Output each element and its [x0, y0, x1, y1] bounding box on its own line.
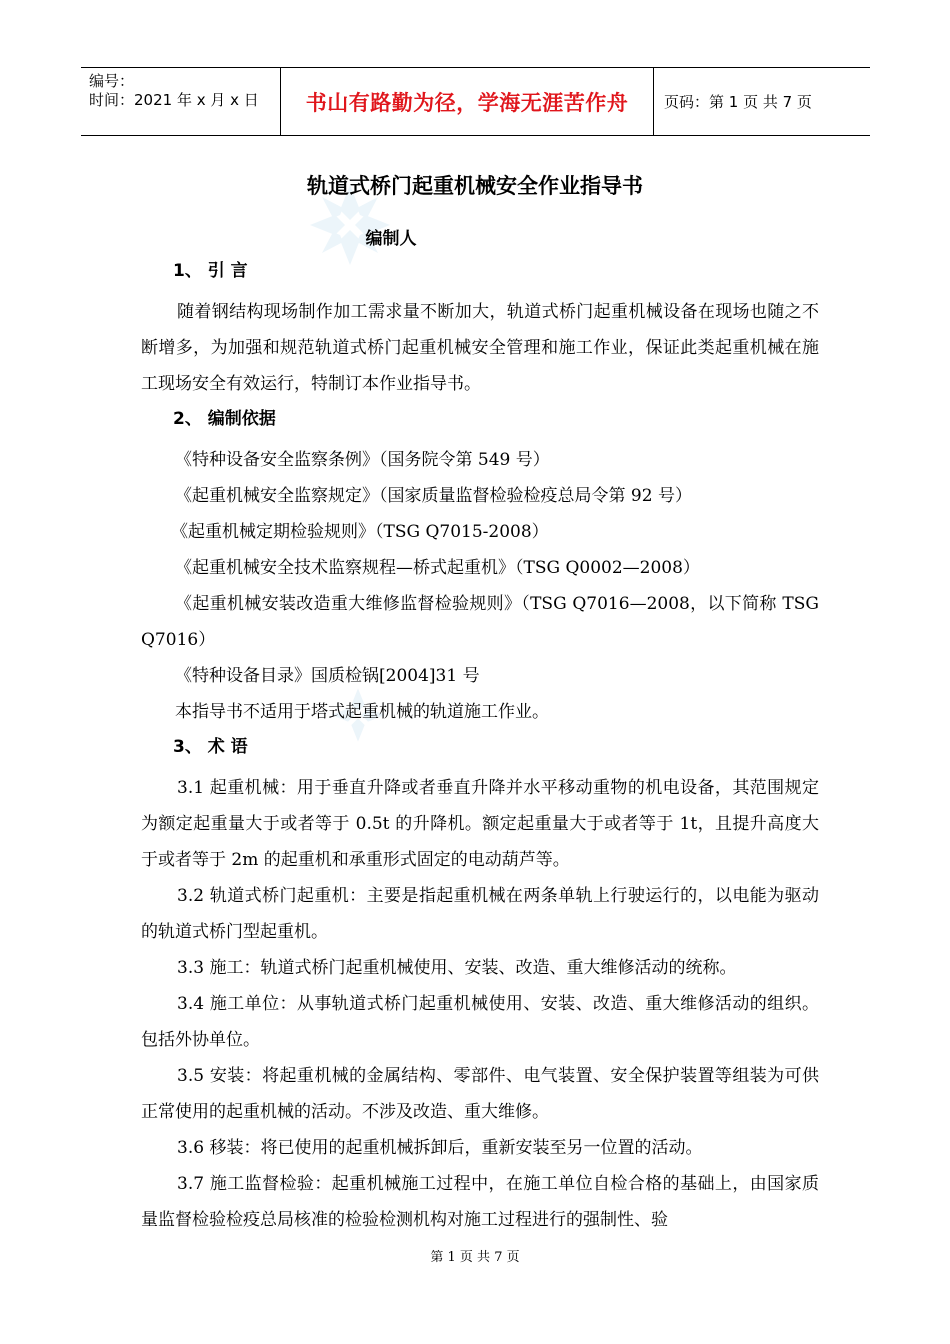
- header-page-cell: [654, 68, 870, 135]
- term-item: 3.5 安装：将起重机械的金属结构、零部件、电气装置、安全保护装置等组装为可供正常使用的起重机械的活动。不涉及改造、重大维修。: [141, 1066, 819, 1122]
- header-motto-cell: [281, 68, 654, 135]
- term-item: 3.3 施工：轨道式桥门起重机械使用、安装、改造、重大维修活动的统称。: [177, 958, 737, 978]
- header-info-cell: [81, 68, 281, 135]
- document-title: 轨道式桥门起重机械安全作业指导书: [307, 174, 643, 198]
- reference-item: 《特种设备目录》国质检锅[2004]31 号: [175, 666, 480, 686]
- intro-paragraph: 随着钢结构现场制作加工需求量不断加大，轨道式桥门起重机械设备在现场也随之不断增多，为加强和规范轨道式桥门起重机械安全管理和施工作业，保证此类起重机械在施工现场安全有效运行，特制订本作业指导书。: [141, 302, 819, 394]
- reference-item: 《起重机械安全技术监察规程—桥式起重机》（TSG Q0002—2008）: [175, 558, 700, 578]
- section-heading-basis: 2、 编制依据: [173, 409, 276, 429]
- page-footer: 第 1 页 共 7 页: [430, 1250, 520, 1265]
- header-table: [81, 67, 870, 136]
- section-heading-terms: 3、 术 语: [173, 737, 248, 757]
- motto-text: 书山有路勤为径，学海无涯苦作舟: [305, 90, 629, 115]
- document-number: 编号：: [89, 72, 135, 90]
- scope-note: 本指导书不适用于塔式起重机械的轨道施工作业。: [175, 702, 549, 722]
- section-heading-intro: 1、 引 言: [173, 261, 248, 281]
- term-item: 3.2 轨道式桥门起重机：主要是指起重机械在两条单轨上行驶运行的，以电能为驱动的轨道式桥门型起重机。: [141, 886, 819, 942]
- document-date: 时间：2021 年 x 月 x 日: [89, 91, 259, 109]
- document-body: [141, 256, 819, 1238]
- page-indicator: 页码：第 1 页 共 7 页: [664, 93, 812, 111]
- reference-item: 《起重机械安全监察规定》（国家质量监督检验检疫总局令第 92 号）: [175, 486, 692, 506]
- reference-item: 《起重机械定期检验规则》（TSG Q7015-2008）: [171, 522, 549, 542]
- author-label: 编制人: [365, 229, 417, 249]
- term-item: 3.1 起重机械：用于垂直升降或者垂直升降并水平移动重物的机电设备，其范围规定为额定起重量大于或者等于 0.5t 的升降机。额定起重量大于或者等于 1t，且提升高度大于或者等于 2m 的起重机和承重形式固定的电动葫芦等。: [141, 778, 819, 870]
- reference-item: 《特种设备安全监察条例》（国务院令第 549 号）: [175, 450, 550, 470]
- reference-item: 《起重机械安装改造重大维修监督检验规则》（TSG Q7016—2008，以下简称 TSG Q7016）: [141, 594, 819, 650]
- term-item: 3.4 施工单位：从事轨道式桥门起重机械使用、安装、改造、重大维修活动的组织。包括外协单位。: [141, 994, 819, 1050]
- term-item: 3.6 移装：将已使用的起重机械拆卸后，重新安装至另一位置的活动。: [177, 1138, 703, 1158]
- term-item: 3.7 施工监督检验：起重机械施工过程中，在施工单位自检合格的基础上，由国家质量监督检验检疫总局核准的检验检测机构对施工过程进行的强制性、验: [141, 1174, 819, 1230]
